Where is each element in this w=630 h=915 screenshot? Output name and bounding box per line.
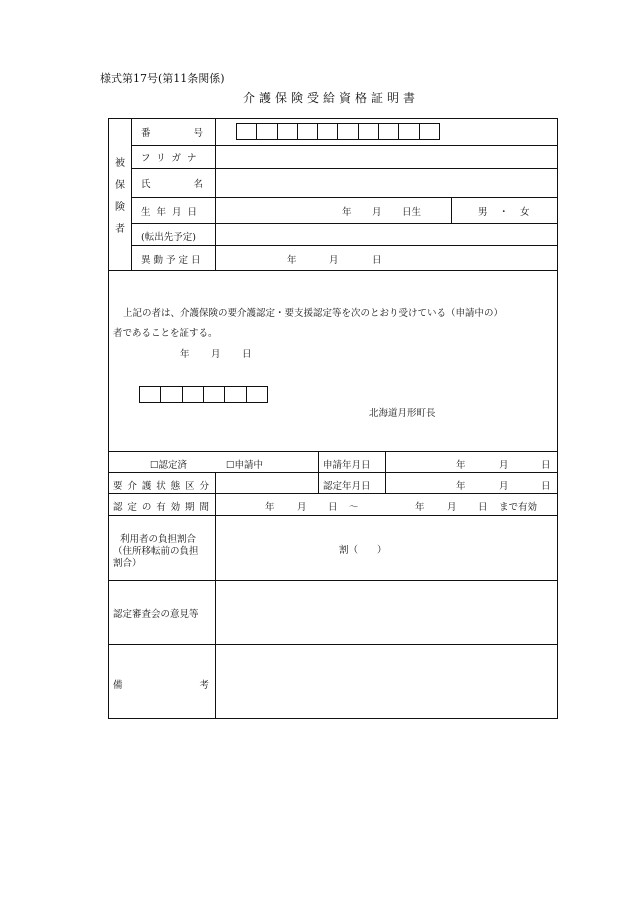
burden-ratio-label-line1: 利用者の負担割合 (120, 534, 197, 545)
validity-tilde: ～ (349, 502, 359, 513)
digit-box[interactable] (318, 124, 338, 139)
certification-year: 年 (456, 481, 466, 492)
certification-day: 日 (541, 481, 551, 492)
certified-checkbox[interactable]: ☐認定済 (150, 460, 188, 471)
burden-ratio-label-line2: （住所移転前の負担 (113, 546, 199, 557)
application-day: 日 (541, 460, 551, 471)
certification-date-month: 月 (211, 349, 221, 360)
digit-box[interactable] (161, 387, 182, 402)
digit-box[interactable] (140, 387, 161, 402)
digit-box[interactable] (257, 124, 277, 139)
name-label: 氏 名 (141, 179, 203, 190)
validity-end-month: 月 (447, 502, 457, 513)
validity-period-label: 認 定 の 有 効 期 間 (113, 502, 209, 513)
application-month: 月 (499, 460, 509, 471)
review-board-opinion-label: 認定審査会の意見等 (113, 609, 199, 620)
birth-year: 年 (342, 207, 352, 218)
remarks-label: 備 考 (113, 680, 209, 691)
certification-month: 月 (499, 481, 509, 492)
number-label: 番 号 (141, 128, 203, 139)
certification-date-label: 認定年月日 (323, 481, 371, 492)
validity-end-day: 日 (478, 502, 488, 513)
certification-date-year: 年 (180, 349, 190, 360)
certification-date-day: 日 (242, 349, 252, 360)
validity-end-year: 年 (415, 502, 425, 513)
gender-separator: ・ (499, 207, 509, 218)
insurer-number-boxes[interactable] (139, 386, 268, 403)
digit-box[interactable] (278, 124, 298, 139)
digit-box[interactable] (399, 124, 419, 139)
digit-box[interactable] (225, 387, 246, 402)
change-day: 日 (372, 255, 382, 266)
validity-start-month: 月 (297, 502, 307, 513)
page-title: 介護保険受給資格証明書 (243, 91, 420, 105)
digit-box[interactable] (359, 124, 379, 139)
gender-male-option[interactable]: 男 (478, 207, 488, 218)
application-year: 年 (456, 460, 466, 471)
transfer-destination-label: (転出先予定) (141, 232, 196, 243)
burden-ratio-value: 割（ ） (339, 545, 387, 556)
certification-statement-line2: 者であることを証する。 (113, 328, 218, 339)
change-date-label: 異動予定日 (141, 255, 204, 266)
insured-number-boxes[interactable] (236, 123, 440, 140)
issuer-name: 北海道月形町長 (369, 408, 436, 419)
validity-until-label: まで有効 (499, 502, 538, 513)
digit-box[interactable] (420, 124, 439, 139)
validity-start-year: 年 (265, 502, 275, 513)
digit-box[interactable] (204, 387, 225, 402)
birth-day: 日生 (402, 207, 422, 218)
validity-start-day: 日 (328, 502, 338, 513)
birth-date-label: 生年月日 (141, 207, 204, 218)
digit-box[interactable] (183, 387, 204, 402)
digit-box[interactable] (379, 124, 399, 139)
digit-box[interactable] (298, 124, 318, 139)
furigana-label: フリガナ (141, 153, 203, 164)
burden-ratio-label-line3: 割合） (113, 558, 142, 569)
gender-female-option[interactable]: 女 (520, 207, 530, 218)
certification-statement-line1: 上記の者は、介護保険の要介護認定・要支援認定等を次のとおり受けている（申請中の） (123, 308, 504, 319)
digit-box[interactable] (237, 124, 257, 139)
birth-month: 月 (372, 207, 382, 218)
applying-checkbox[interactable]: ☐申請中 (226, 460, 264, 471)
form-number: 様式第17号(第11条関係) (100, 72, 225, 85)
digit-box[interactable] (247, 387, 267, 402)
digit-box[interactable] (338, 124, 358, 139)
insured-group-label: 被保険者 (115, 158, 125, 235)
care-level-label: 要 介 護 状 態 区 分 (113, 481, 209, 492)
change-year: 年 (287, 255, 297, 266)
application-date-label: 申請年月日 (323, 460, 371, 471)
change-month: 月 (329, 255, 339, 266)
